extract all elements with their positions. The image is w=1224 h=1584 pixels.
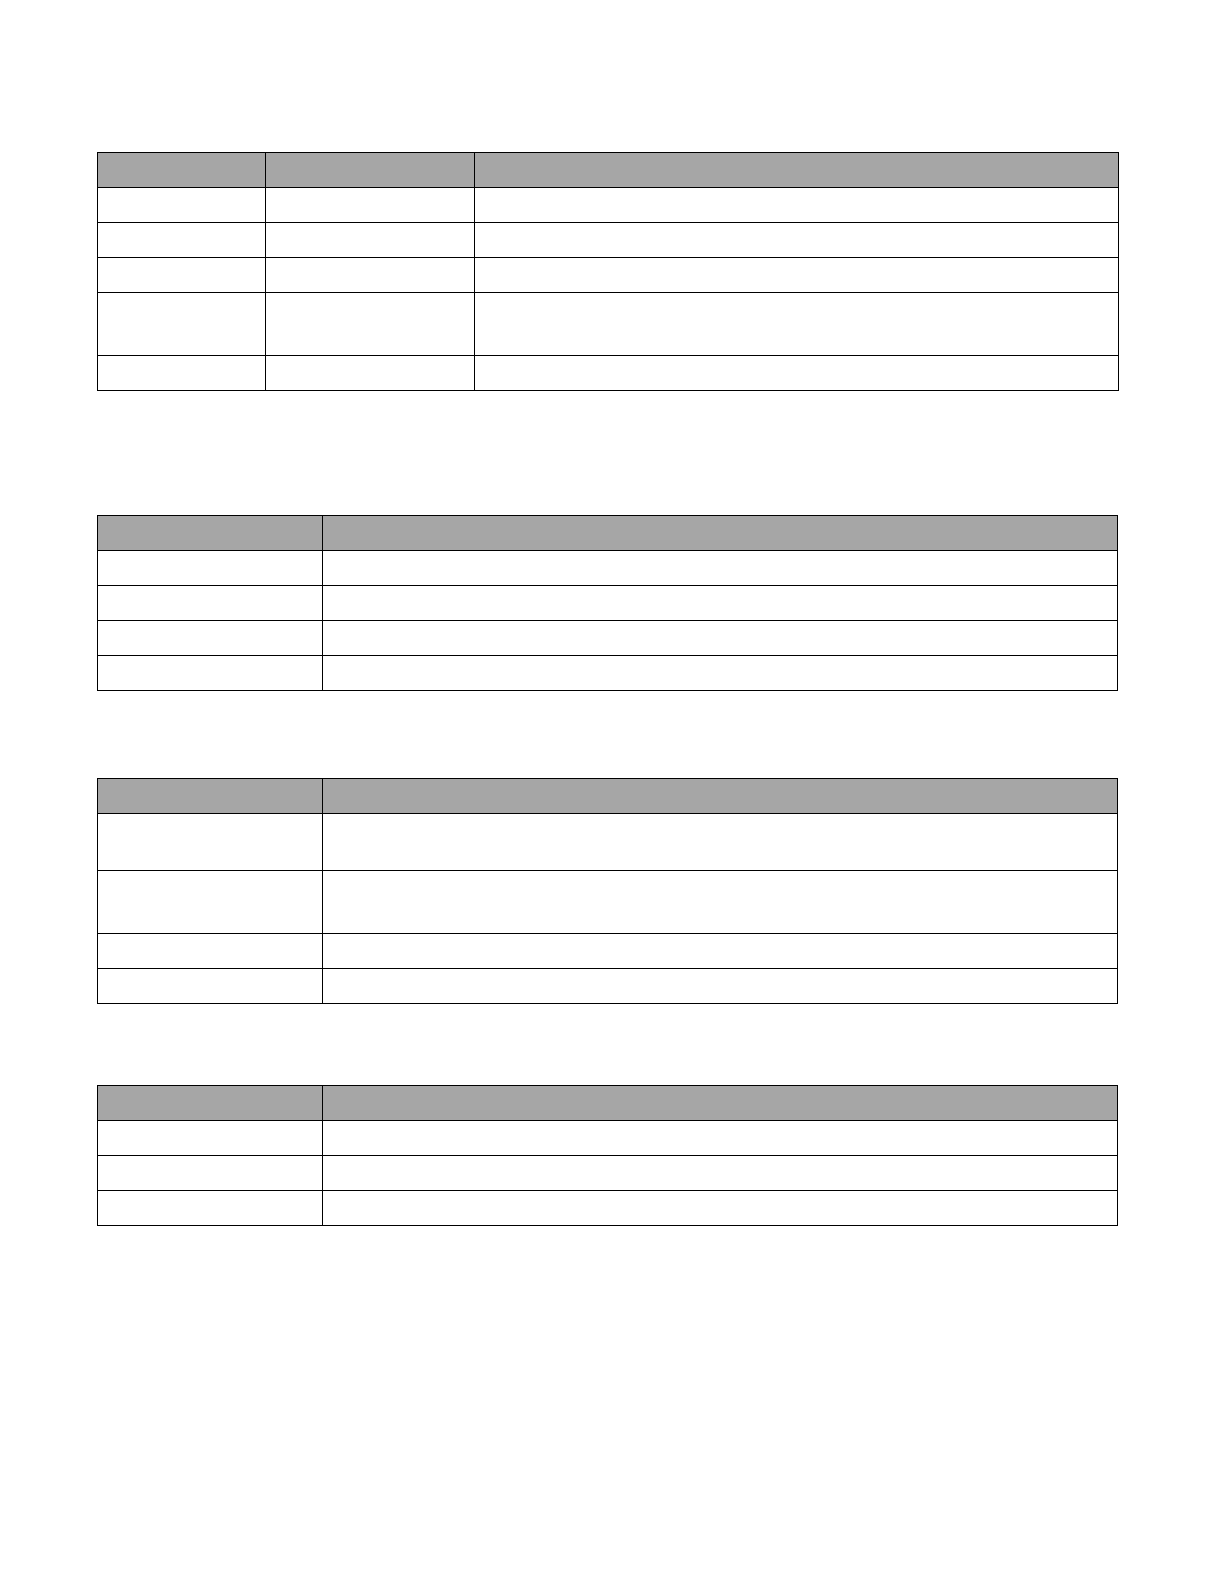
table-header-row (98, 779, 1118, 814)
table-cell (323, 1156, 1118, 1191)
table-cell (323, 551, 1118, 586)
table-cell (475, 223, 1119, 258)
table-cell (98, 934, 323, 969)
header-cell (475, 153, 1119, 188)
table-row (98, 293, 1119, 356)
header-cell (266, 153, 475, 188)
table-row (98, 1121, 1118, 1156)
header-cell (323, 516, 1118, 551)
table-cell (98, 356, 266, 391)
table-row (98, 551, 1118, 586)
table-row (98, 1191, 1118, 1226)
table-cell (266, 356, 475, 391)
table-cell (475, 188, 1119, 223)
table-row (98, 656, 1118, 691)
table-cell (98, 969, 323, 1004)
table-row (98, 814, 1118, 871)
table-cell (98, 871, 323, 934)
table-header-row (98, 516, 1118, 551)
header-cell (98, 779, 323, 814)
table-cell (98, 188, 266, 223)
table-cell (266, 188, 475, 223)
table-cell (475, 258, 1119, 293)
table-row (98, 969, 1118, 1004)
table-row (98, 871, 1118, 934)
header-cell (323, 779, 1118, 814)
table-cell (98, 223, 266, 258)
table-row (98, 586, 1118, 621)
table-1 (97, 152, 1119, 391)
table-cell (323, 621, 1118, 656)
header-cell (98, 516, 323, 551)
table-cell (323, 1121, 1118, 1156)
table-cell (98, 293, 266, 356)
table-row (98, 621, 1118, 656)
table-cell (98, 586, 323, 621)
table-row (98, 1156, 1118, 1191)
table-cell (323, 934, 1118, 969)
table-cell (475, 356, 1119, 391)
table-cell (266, 258, 475, 293)
table-cell (266, 223, 475, 258)
table-row (98, 258, 1119, 293)
header-cell (323, 1086, 1118, 1121)
table-row (98, 356, 1119, 391)
table-cell (98, 656, 323, 691)
table-cell (98, 551, 323, 586)
table-row (98, 188, 1119, 223)
table-cell (266, 293, 475, 356)
header-cell (98, 153, 266, 188)
table-cell (323, 969, 1118, 1004)
table-4 (97, 1085, 1118, 1226)
table-3 (97, 778, 1118, 1004)
table-cell (475, 293, 1119, 356)
table-row (98, 934, 1118, 969)
table-cell (98, 814, 323, 871)
table-cell (323, 1191, 1118, 1226)
table-2 (97, 515, 1118, 691)
table-cell (323, 814, 1118, 871)
table-cell (323, 656, 1118, 691)
table-cell (98, 1191, 323, 1226)
header-cell (98, 1086, 323, 1121)
table-cell (98, 1156, 323, 1191)
table-header-row (98, 1086, 1118, 1121)
table-cell (323, 871, 1118, 934)
table-cell (98, 621, 323, 656)
table-header-row (98, 153, 1119, 188)
table-row (98, 223, 1119, 258)
table-cell (323, 586, 1118, 621)
table-cell (98, 1121, 323, 1156)
table-cell (98, 258, 266, 293)
